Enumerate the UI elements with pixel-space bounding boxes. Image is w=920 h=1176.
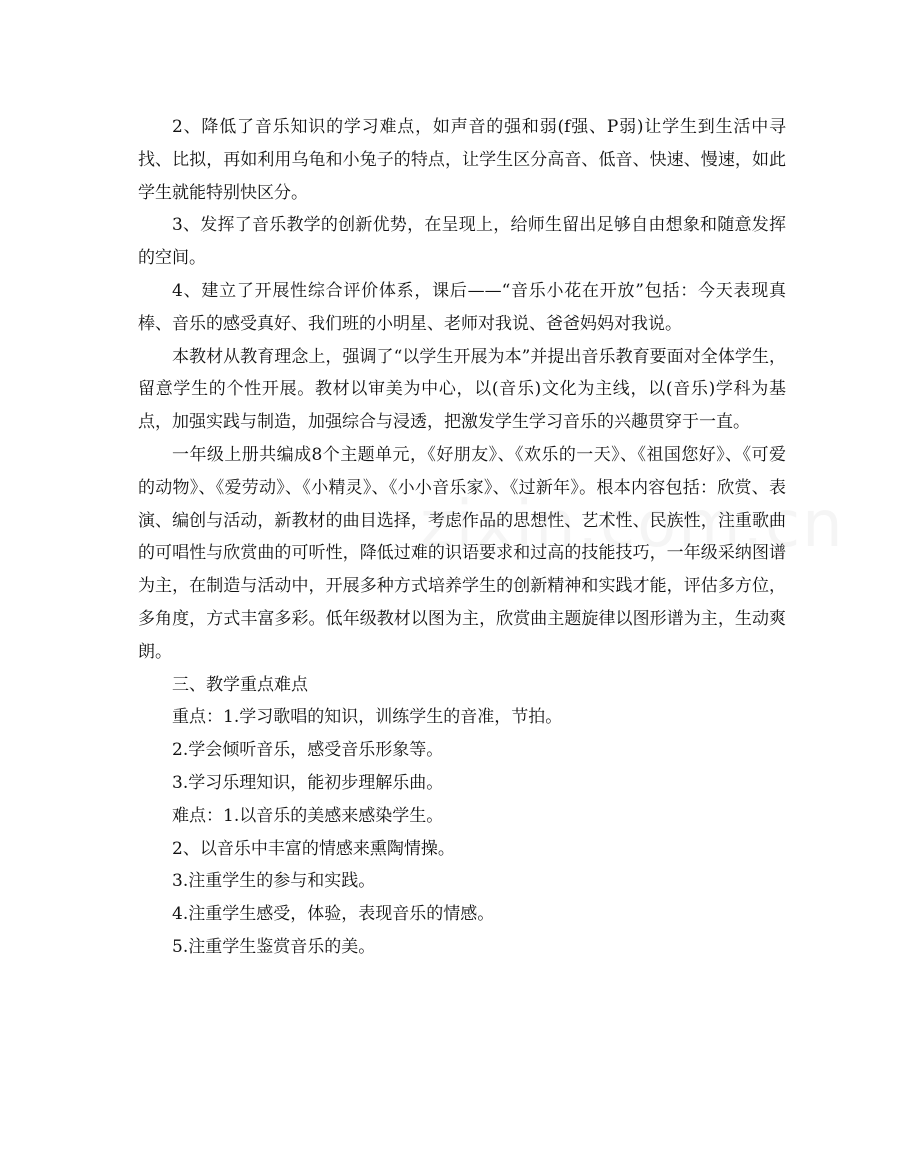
list-item-key-2: 2.学会倾听音乐，感受音乐形象等。 <box>172 740 444 761</box>
paragraph-point-4: 4、建立了开展性综合评价体系，课后——“音乐小花在开放”包括：今天表现真棒、音乐的感受真好、我们班的小明星、老师对我说、爸爸妈妈对我说。 <box>138 280 786 334</box>
list-item-difficulty-1: 难点：1.以音乐的美感来感染学生。 <box>172 805 444 826</box>
paragraph-teaching-concept: 本教材从教育理念上，强调了“以学生开展为本”并提出音乐教育要面对全体学生，留意学生的个性开展。教材以审美为中心，以(音乐)文化为主线，以(音乐)学科为基点，加强实践与制造，加强综合与浸透，把激发学生学习音乐的兴趣贯穿于一直。 <box>138 346 786 433</box>
list-item-key-3: 3.学习乐理知识，能初步理解乐曲。 <box>172 772 444 793</box>
document-body <box>138 111 786 964</box>
list-item-difficulty-2: 2、以音乐中丰富的情感来熏陶情操。 <box>172 838 455 859</box>
list-item-difficulty-4: 4.注重学生感受，体验，表现音乐的情感。 <box>172 904 495 925</box>
paragraph-point-3: 3、发挥了音乐教学的创新优势，在呈现上，给师生留出足够自由想象和随意发挥的空间。 <box>138 215 786 269</box>
section-heading-key-points: 三、教学重点难点 <box>172 674 308 695</box>
list-item-difficulty-3: 3.注重学生的参与和实践。 <box>172 871 376 892</box>
list-item-difficulty-5: 5.注重学生鉴赏音乐的美。 <box>172 936 376 957</box>
paragraph-grade-one-units: 一年级上册共编成8个主题单元，《好朋友》、《欢乐的一天》、《祖国您好》、《可爱的动物》、《爱劳动》、《小精灵》、《小小音乐家》、《过新年》。根本内容包括：欣赏、表演、编创与活动，新教材的曲目选择，考虑作品的思想性、艺术性、民族性，注重歌曲的可唱性与欣赏曲的可听性，降低过难的识语要求和过高的技能技巧，一年级采纳图谱为主，在制造与活动中，开展多种方式培养学生的创新精神和实践才能，评估多方位，多角度，方式丰富多彩。低年级教材以图为主，欣赏曲主题旋律以图形谱为主，生动爽朗。 <box>138 444 786 662</box>
list-item-key-1: 重点：1.学习歌唱的知识，训练学生的音准，节拍。 <box>172 707 563 728</box>
paragraph-point-2: 2、降低了音乐知识的学习难点，如声音的强和弱(f强、P弱)让学生到生活中寻找、比拟，再如利用乌龟和小兔子的特点，让学生区分高音、低音、快速、慢速，如此学生就能特别快区分。 <box>138 117 786 203</box>
